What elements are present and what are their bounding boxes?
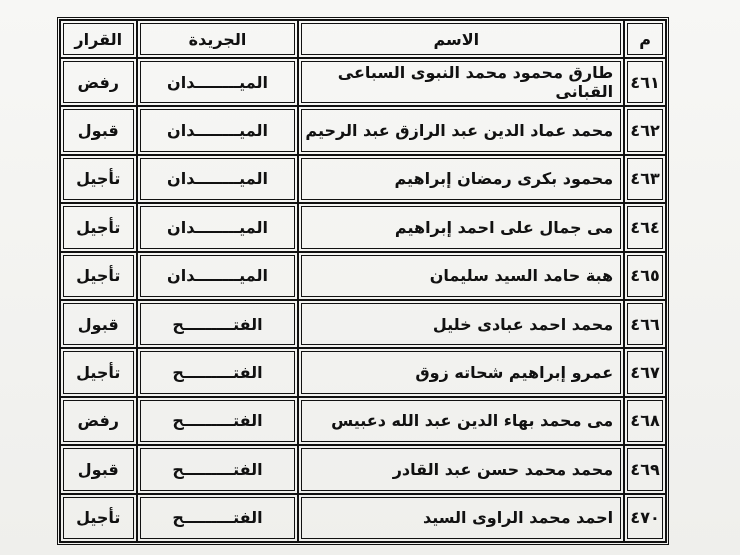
cell-decision: قبول: [60, 445, 137, 493]
header-row: [60, 20, 666, 58]
cell-name: هبة حامد السيد سليمان: [298, 252, 624, 300]
cell-decision: رفض: [60, 58, 137, 106]
cell-decision: تأجيل: [60, 252, 137, 300]
cell-number: ٤٦٩: [624, 445, 666, 493]
cell-decision: رفض: [60, 397, 137, 445]
cell-newspaper: الفتـــــــــح: [137, 348, 299, 396]
cell-number: ٤٦٨: [624, 397, 666, 445]
cell-newspaper: الفتـــــــــح: [137, 397, 299, 445]
cell-name: محمود بكرى رمضان إبراهيم: [298, 155, 624, 203]
cell-name: مى جمال على احمد إبراهيم: [298, 203, 624, 251]
cell-decision: تأجيل: [60, 155, 137, 203]
table-row: [60, 58, 666, 106]
cell-name: احمد محمد الراوى السيد: [298, 494, 624, 542]
table-row: [60, 155, 666, 203]
table-row: [60, 106, 666, 154]
cell-number: ٤٦٥: [624, 252, 666, 300]
table-row: [60, 494, 666, 542]
header-name: الاسم: [298, 20, 624, 58]
table-row: [60, 203, 666, 251]
table-row: [60, 397, 666, 445]
cell-number: ٤٧٠: [624, 494, 666, 542]
cell-newspaper: الميــــــــدان: [137, 155, 299, 203]
table-row: [60, 348, 666, 396]
table-header: [60, 20, 666, 58]
cell-name: محمد محمد حسن عبد القادر: [298, 445, 624, 493]
table-body: [60, 58, 666, 542]
cell-number: ٤٦٢: [624, 106, 666, 154]
cell-name: عمرو إبراهيم شحاته زوق: [298, 348, 624, 396]
cell-number: ٤٦٤: [624, 203, 666, 251]
cell-number: ٤٦١: [624, 58, 666, 106]
cell-decision: قبول: [60, 300, 137, 348]
cell-newspaper: الميــــــــدان: [137, 203, 299, 251]
cell-decision: قبول: [60, 106, 137, 154]
table-row: [60, 300, 666, 348]
cell-name: محمد احمد عبادى خليل: [298, 300, 624, 348]
cell-number: ٤٦٣: [624, 155, 666, 203]
cell-newspaper: الفتـــــــــح: [137, 300, 299, 348]
cell-decision: تأجيل: [60, 348, 137, 396]
header-newspaper: الجريدة: [137, 20, 299, 58]
cell-newspaper: الفتـــــــــح: [137, 494, 299, 542]
cell-name: مى محمد بهاء الدين عبد الله دعبيس: [298, 397, 624, 445]
cell-newspaper: الميــــــــدان: [137, 58, 299, 106]
cell-decision: تأجيل: [60, 203, 137, 251]
cell-decision: تأجيل: [60, 494, 137, 542]
table-row: [60, 252, 666, 300]
cell-newspaper: الفتـــــــــح: [137, 445, 299, 493]
header-decision: القرار: [60, 20, 137, 58]
cell-name: طارق محمود محمد النبوى السباعى القبانى: [298, 58, 624, 106]
cell-newspaper: الميــــــــدان: [137, 252, 299, 300]
header-number: م: [624, 20, 666, 58]
results-table: [57, 17, 669, 545]
cell-name: محمد عماد الدين عبد الرازق عبد الرحيم: [298, 106, 624, 154]
cell-newspaper: الميــــــــدان: [137, 106, 299, 154]
cell-number: ٤٦٧: [624, 348, 666, 396]
table-row: [60, 445, 666, 493]
cell-number: ٤٦٦: [624, 300, 666, 348]
